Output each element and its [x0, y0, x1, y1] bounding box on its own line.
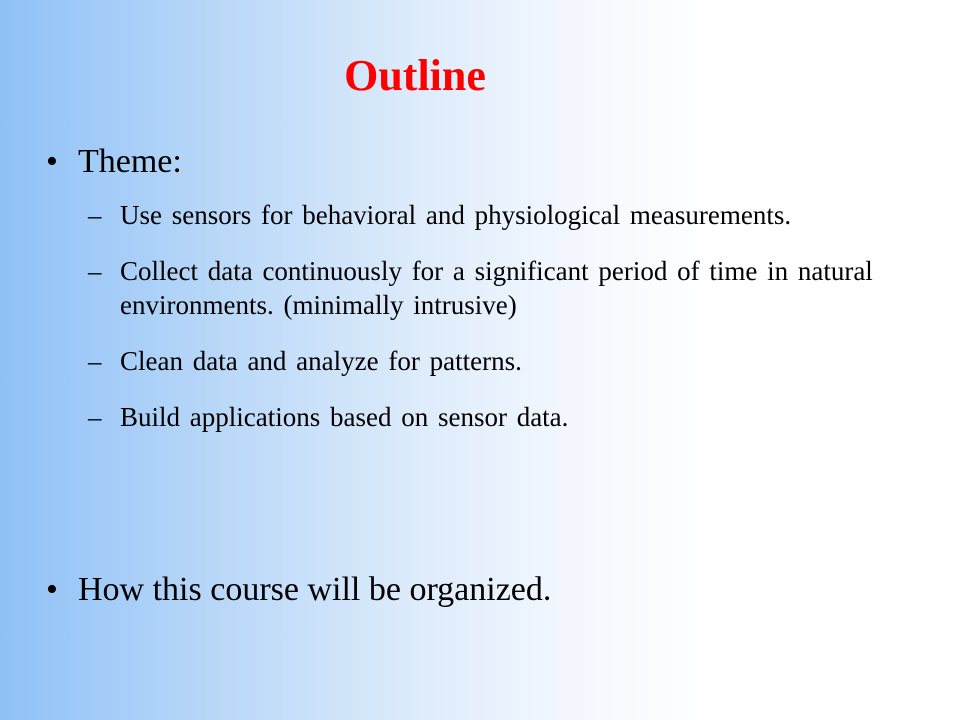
slide-title: Outline [344, 51, 486, 100]
sub-bullet-clean-data [88, 344, 898, 378]
sub-bullet-build-apps [88, 400, 898, 434]
sub-bullet-sensors [88, 198, 898, 232]
sub-bullet-text: Use sensors for behavioral and physiological measurements. [120, 200, 792, 230]
bullet-marker: • [46, 571, 58, 608]
dash-marker: – [88, 256, 102, 286]
sub-bullet-text: Collect data continuously for a significant period of time in natural environments. (minimally intrusive) [120, 256, 873, 320]
bullet-marker: • [46, 143, 58, 180]
sub-bullet-text: Clean data and analyze for patterns. [120, 346, 522, 376]
bullet-text: How this course will be organized. [78, 571, 552, 608]
sub-bullet-text: Build applications based on sensor data. [120, 402, 569, 432]
bullet-text: Theme: [78, 143, 182, 180]
sub-bullet-collect-data [88, 254, 898, 322]
dash-marker: – [88, 402, 102, 432]
dash-marker: – [88, 346, 102, 376]
dash-marker: – [88, 200, 102, 230]
theme-sublist [88, 198, 898, 456]
